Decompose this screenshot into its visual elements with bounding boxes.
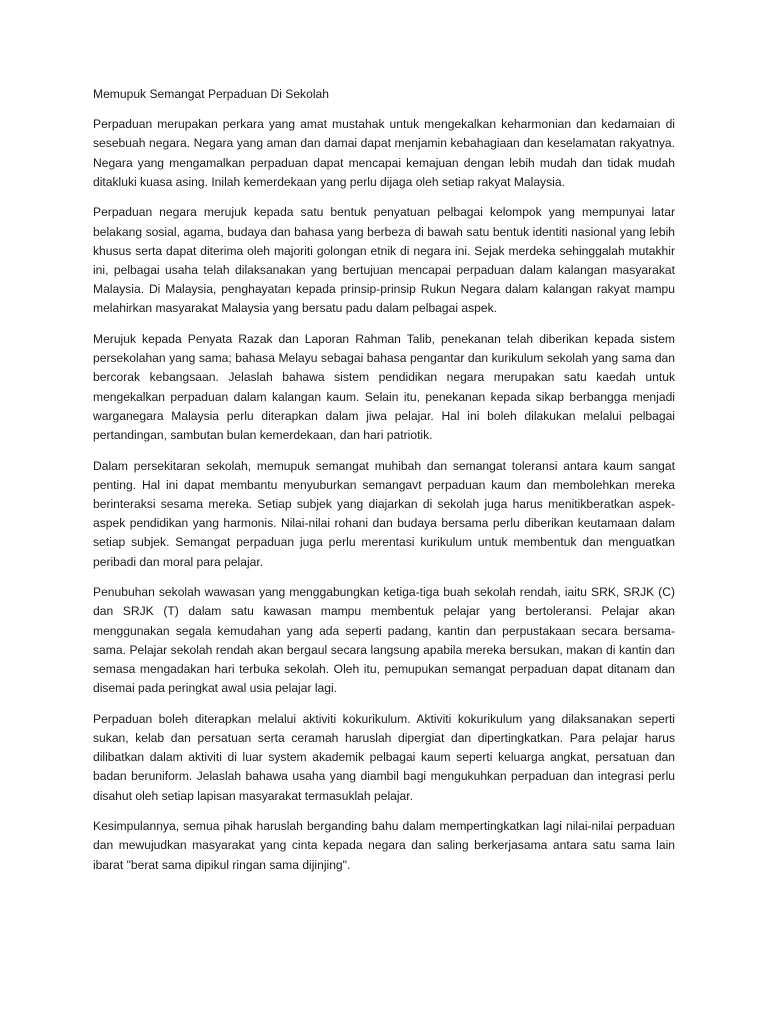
paragraph-2: Perpaduan negara merujuk kepada satu bentuk penyatuan pelbagai kelompok yang mempunyai latar belakang sosial, agama, budaya dan bahasa yang berbeza di bawah satu bentuk identiti nasional yang lebih khusus serta dapat diterima oleh majoriti golongan etnik di negara ini. Sejak merdeka sehinggalah mutakhir ini, pelbagai usaha telah dilaksanakan yang bertujuan mencapai perpaduan dalam kalangan masyarakat Malaysia. Di Malaysia, penghayatan kepada prinsip-prinsip Rukun Negara dalam kalangan rakyat mampu melahirkan masyarakat Malaysia yang bersatu padu dalam pelbagai aspek. <box>93 205 675 316</box>
paragraph-3: Merujuk kepada Penyata Razak dan Laporan Rahman Talib, penekanan telah diberikan kepada sistem persekolahan yang sama; bahasa Melayu sebagai bahasa pengantar dan kurikulum sekolah yang sama dan bercorak kebangsaan. Jelaslah bahawa sistem pendidikan negara merupakan satu kaedah untuk mengekalkan perpaduan dalam kalangan kaum. Selain itu, penekanan kepada sikap berbangga menjadi warganegara Malaysia perlu diterapkan dalam jiwa pelajar. Hal ini boleh dilakukan melalui pelbagai pertandingan, sambutan bulan kemerdekaan, dan hari patriotik. <box>93 332 675 443</box>
paragraph-6: Perpaduan boleh diterapkan melalui aktiviti kokurikulum. Aktiviti kokurikulum yang dilaksanakan seperti sukan, kelab dan persatuan serta ceramah haruslah dipergiat dan dipertingkatkan. Para pelajar harus dilibatkan dalam aktiviti di luar system akademik pelbagai kaum seperti keluarga angkat, persatuan dan badan beruniform. Jelaslah bahawa usaha yang diambil bagi mengukuhkan perpaduan dan integrasi perlu disahut oleh setiap lapisan masyarakat termasuklah pelajar. <box>93 711 675 803</box>
paragraph-4: Dalam persekitaran sekolah, memupuk semangat muhibah dan semangat toleransi antara kaum sangat penting. Hal ini dapat membantu menyuburkan semangavt perpaduan kaum dan membolehkan mereka berinteraksi sesama mereka. Setiap subjek yang diajarkan di sekolah juga harus menitikberatkan aspek-aspek pendidikan yang harmonis. Nilai-nilai rohani dan budaya bersama perlu diberikan keutamaan dalam setiap subjek. Semangat perpaduan juga perlu merentasi kurikulum untuk membentuk dan menguatkan peribadi dan moral para pelajar. <box>93 458 675 569</box>
paragraph-1: Perpaduan merupakan perkara yang amat mustahak untuk mengekalkan keharmonian dan kedamaian di sesebuah negara. Negara yang aman dan damai dapat menjamin kebahagiaan dan keselamatan rakyatnya. Negara yang mengamalkan perpaduan dapat mencapai kemajuan dengan lebih mudah dan tidak mudah ditakluki kuasa asing. Inilah kemerdekaan yang perlu dijaga oleh setiap rakyat Malaysia. <box>93 117 675 189</box>
paragraph-7: Kesimpulannya, semua pihak haruslah berganding bahu dalam mempertingkatkan lagi nilai-nilai perpaduan dan mewujudkan masyarakat yang cinta kepada negara dan saling berkerjasama antara satu sama lain ibarat "berat sama dipikul ringan sama dijinjing". <box>93 819 675 872</box>
document-body <box>93 85 675 886</box>
document-title: Memupuk Semangat Perpaduan Di Sekolah <box>93 87 329 101</box>
paragraph-5: Penubuhan sekolah wawasan yang menggabungkan ketiga-tiga buah sekolah rendah, iaitu SRK, SRJK (C) dan SRJK (T) dalam satu kawasan mampu membentuk pelajar yang bertoleransi. Pelajar akan menggunakan segala kemudahan yang ada seperti padang, kantin dan perpustakaan secara bersama-sama. Pelajar sekolah rendah akan bergaul secara langsung apabila mereka bersukan, makan di kantin dan semasa mengadakan hari terbuka sekolah. Oleh itu, pemupukan semangat perpaduan dapat ditanam dan disemai pada peringkat awal usia pelajar lagi. <box>93 585 675 696</box>
